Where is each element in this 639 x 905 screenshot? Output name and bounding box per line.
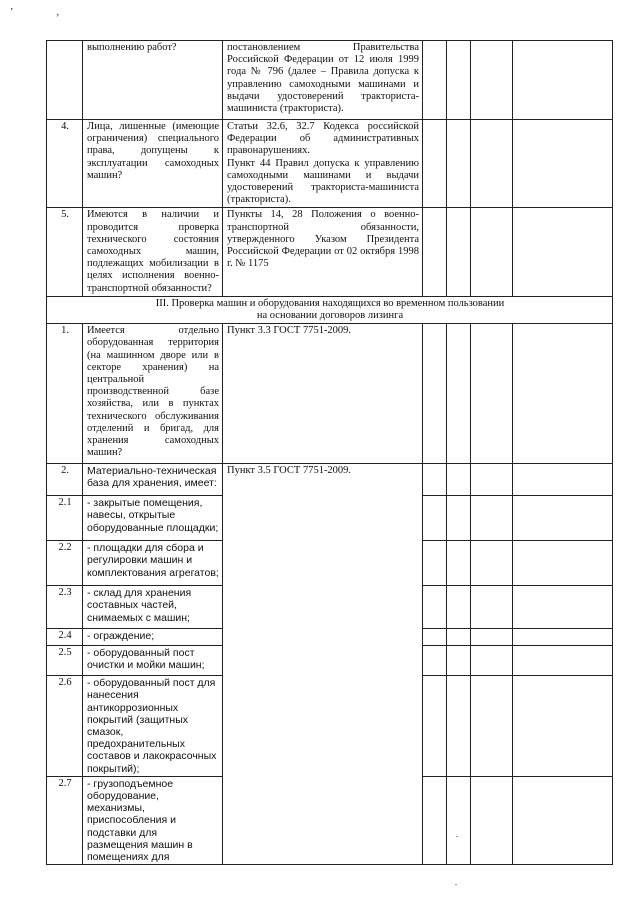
note-cell[interactable] [513, 776, 613, 864]
question-cell: - ограждение; [83, 629, 223, 646]
question-cell: - оборудованный пост для нанесения антикоррозионных покрытий (защитных смазок, предохранительных составов и лакокрасочных покрытий); [83, 676, 223, 777]
answer-na-cell[interactable] [471, 646, 513, 676]
answer-no-cell[interactable] [447, 464, 471, 496]
answer-yes-cell[interactable] [423, 629, 447, 646]
table-row [47, 464, 613, 496]
row-number: 2.7 [47, 776, 83, 864]
inspection-checklist-table [46, 40, 613, 865]
question-cell: - склад для хранения составных частей, снимаемых с машин; [83, 586, 223, 629]
table-row [47, 324, 613, 464]
scan-speck [456, 836, 458, 837]
row-number [47, 41, 83, 120]
answer-no-cell[interactable] [447, 120, 471, 208]
reference-cell: Пункт 3.3 ГОСТ 7751-2009. [223, 324, 423, 464]
answer-na-cell[interactable] [471, 629, 513, 646]
answer-no-cell[interactable] [447, 324, 471, 464]
question-cell: - закрытые помещения, навесы, открытые оборудованные площадки; [83, 496, 223, 541]
answer-yes-cell[interactable] [423, 646, 447, 676]
reference-cell: Статьи 32.6, 32.7 Кодекса российской Федерации об административных правонарушениях. Пункт 44 Правил допуска к управлению самоходными машинами и выдачи удостоверений тракториста-машиниста (тракториста). [223, 120, 423, 208]
section-header-row [47, 296, 613, 323]
table-row [47, 120, 613, 208]
row-number: 2.3 [47, 586, 83, 629]
answer-yes-cell[interactable] [423, 464, 447, 496]
question-cell: Материально-техническая база для хранения, имеет: [83, 464, 223, 496]
reference-cell: Пункты 14, 28 Положения о военно-транспортной обязанности, утвержденного Указом Президента Российской Федерации от 02 октября 1998 г. № 1175 [223, 208, 423, 296]
answer-yes-cell[interactable] [423, 208, 447, 296]
scan-speck [455, 884, 457, 885]
answer-yes-cell[interactable] [423, 541, 447, 586]
question-cell: - площадки для сбора и регулировки машин и комплектования агрегатов; [83, 541, 223, 586]
answer-no-cell[interactable] [447, 776, 471, 864]
corner-mark-left: ’ [10, 7, 14, 18]
answer-na-cell[interactable] [471, 586, 513, 629]
section-title-line-1: III. Проверка машин и оборудования находящихся во временном пользовании [155, 297, 505, 309]
question-cell: Имеются в наличии и проводится проверка технического состояния самоходных машин, подлежащих мобилизации в целях исполнения военно-транспортной обязанности? [83, 208, 223, 296]
answer-no-cell[interactable] [447, 541, 471, 586]
answer-yes-cell[interactable] [423, 496, 447, 541]
reference-cell: Пункт 3.5 ГОСТ 7751-2009. [223, 464, 423, 865]
answer-yes-cell[interactable] [423, 776, 447, 864]
answer-na-cell[interactable] [471, 324, 513, 464]
row-number: 2.1 [47, 496, 83, 541]
answer-yes-cell[interactable] [423, 586, 447, 629]
note-cell[interactable] [513, 496, 613, 541]
answer-na-cell[interactable] [471, 541, 513, 586]
question-cell: выполнению работ? [83, 41, 223, 120]
note-cell[interactable] [513, 41, 613, 120]
row-number: 2. [47, 464, 83, 496]
section-title-line-2: на основании договоров лизинга [256, 310, 404, 322]
answer-yes-cell[interactable] [423, 120, 447, 208]
row-number: 2.5 [47, 646, 83, 676]
reference-cell: постановлением Правительства Российской Федерации от 12 июля 1999 года № 796 (далее – Правила допуска к управлению самоходными машинами и выдачи удостоверений тракториста-машиниста (тракториста). [223, 41, 423, 120]
answer-na-cell[interactable] [471, 776, 513, 864]
question-cell: - грузоподъемное оборудование, механизмы, приспособления и подставки для размещения машин в помещениях для [83, 776, 223, 864]
answer-na-cell[interactable] [471, 496, 513, 541]
table-row [47, 41, 613, 120]
question-cell: Имеется отдельно оборудованная территория (на машинном дворе или в секторе хранения) на центральной производственной базе хозяйства, или в пунктах технического обслуживания отделений и бригад, для хранения самоходных машин? [83, 324, 223, 464]
note-cell[interactable] [513, 324, 613, 464]
answer-no-cell[interactable] [447, 646, 471, 676]
answer-no-cell[interactable] [447, 629, 471, 646]
note-cell[interactable] [513, 120, 613, 208]
answer-na-cell[interactable] [471, 41, 513, 120]
answer-yes-cell[interactable] [423, 676, 447, 777]
section-title [47, 296, 613, 323]
note-cell[interactable] [513, 646, 613, 676]
row-number: 5. [47, 208, 83, 296]
answer-na-cell[interactable] [471, 676, 513, 777]
note-cell[interactable] [513, 586, 613, 629]
answer-no-cell[interactable] [447, 208, 471, 296]
answer-no-cell[interactable] [447, 586, 471, 629]
row-number: 1. [47, 324, 83, 464]
note-cell[interactable] [513, 541, 613, 586]
answer-no-cell[interactable] [447, 676, 471, 777]
question-cell: - оборудованный пост очистки и мойки машин; [83, 646, 223, 676]
answer-na-cell[interactable] [471, 120, 513, 208]
answer-no-cell[interactable] [447, 41, 471, 120]
row-number: 2.2 [47, 541, 83, 586]
note-cell[interactable] [513, 464, 613, 496]
question-cell: Лица, лишенные (имеющие ограничения) специального права, допущены к эксплуатации самоходных машин? [83, 120, 223, 208]
answer-na-cell[interactable] [471, 464, 513, 496]
answer-yes-cell[interactable] [423, 324, 447, 464]
row-number: 2.6 [47, 676, 83, 777]
corner-mark-right: ‚ [56, 7, 60, 18]
row-number: 2.4 [47, 629, 83, 646]
row-number: 4. [47, 120, 83, 208]
note-cell[interactable] [513, 208, 613, 296]
note-cell[interactable] [513, 676, 613, 777]
answer-yes-cell[interactable] [423, 41, 447, 120]
answer-no-cell[interactable] [447, 496, 471, 541]
table-row [47, 208, 613, 296]
note-cell[interactable] [513, 629, 613, 646]
answer-na-cell[interactable] [471, 208, 513, 296]
